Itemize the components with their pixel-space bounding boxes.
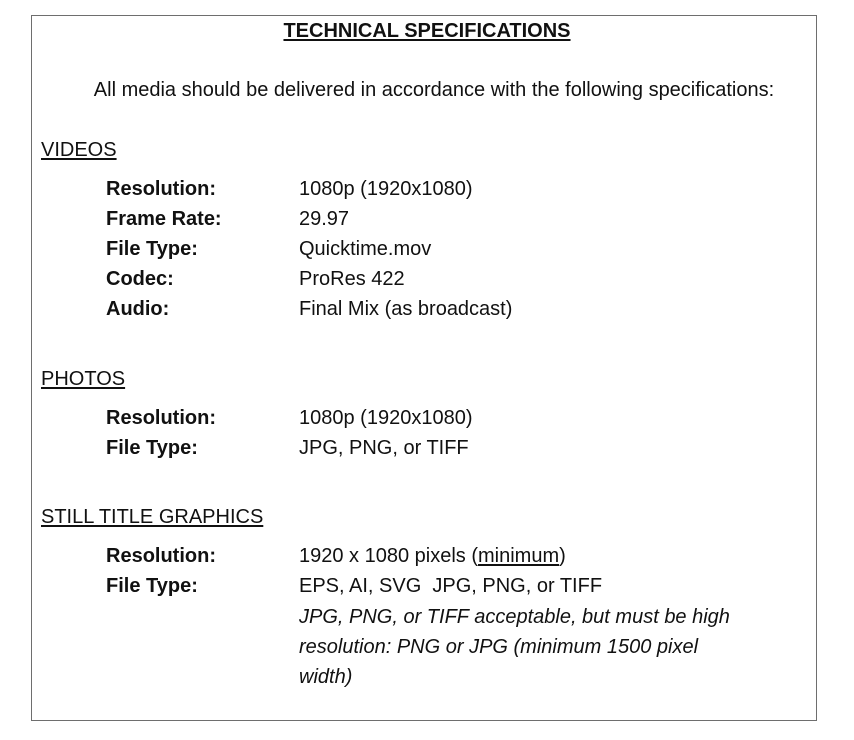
photos-resolution-row	[0, 406, 854, 436]
videos-file-type-row	[0, 237, 854, 267]
photos-file-type-row	[0, 436, 854, 466]
spec-value: Final Mix (as broadcast)	[299, 298, 513, 320]
spec-label: File Type:	[106, 238, 198, 260]
spec-value: JPG, PNG, or TIFF	[299, 437, 469, 459]
videos-codec-row	[0, 267, 854, 297]
spec-value: EPS, AI, SVG JPG, PNG, or TIFF	[299, 575, 603, 597]
spec-label: Resolution:	[106, 545, 216, 567]
resolution-value-suffix: )	[559, 545, 566, 567]
graphics-note: JPG, PNG, or TIFF acceptable, but must be high resolution: PNG or JPG (minimum 1500 pixel width)	[299, 606, 730, 688]
videos-heading: VIDEOS	[41, 139, 117, 161]
minimum-emphasis: minimum	[478, 545, 560, 567]
photos-heading: PHOTOS	[41, 368, 126, 390]
spec-label: Codec:	[106, 268, 174, 290]
spec-value	[299, 544, 566, 568]
spec-value: ProRes 422	[299, 268, 405, 290]
resolution-value-prefix: 1920 x 1080 pixels (	[299, 545, 479, 567]
videos-audio-row	[0, 297, 854, 327]
videos-resolution-row	[0, 177, 854, 207]
spec-value: Quicktime.mov	[299, 238, 432, 260]
spec-label: Resolution:	[106, 178, 216, 200]
videos-frame-rate-row	[0, 207, 854, 237]
spec-value: 1080p (1920x1080)	[299, 407, 473, 429]
graphics-file-type-row	[0, 574, 854, 604]
spec-label: Resolution:	[106, 407, 216, 429]
spec-label: Frame Rate:	[106, 208, 222, 230]
spec-value: 1080p (1920x1080)	[299, 178, 473, 200]
spec-label: Audio:	[106, 298, 170, 320]
spec-label: File Type:	[106, 575, 198, 597]
page-title: TECHNICAL SPECIFICATIONS	[283, 20, 571, 42]
intro-text: All media should be delivered in accordance with the following specifications:	[93, 79, 775, 101]
graphics-resolution-row	[0, 544, 854, 574]
spec-label: File Type:	[106, 437, 198, 459]
spec-value: 29.97	[299, 208, 350, 230]
graphics-heading: STILL TITLE GRAPHICS	[41, 506, 264, 528]
